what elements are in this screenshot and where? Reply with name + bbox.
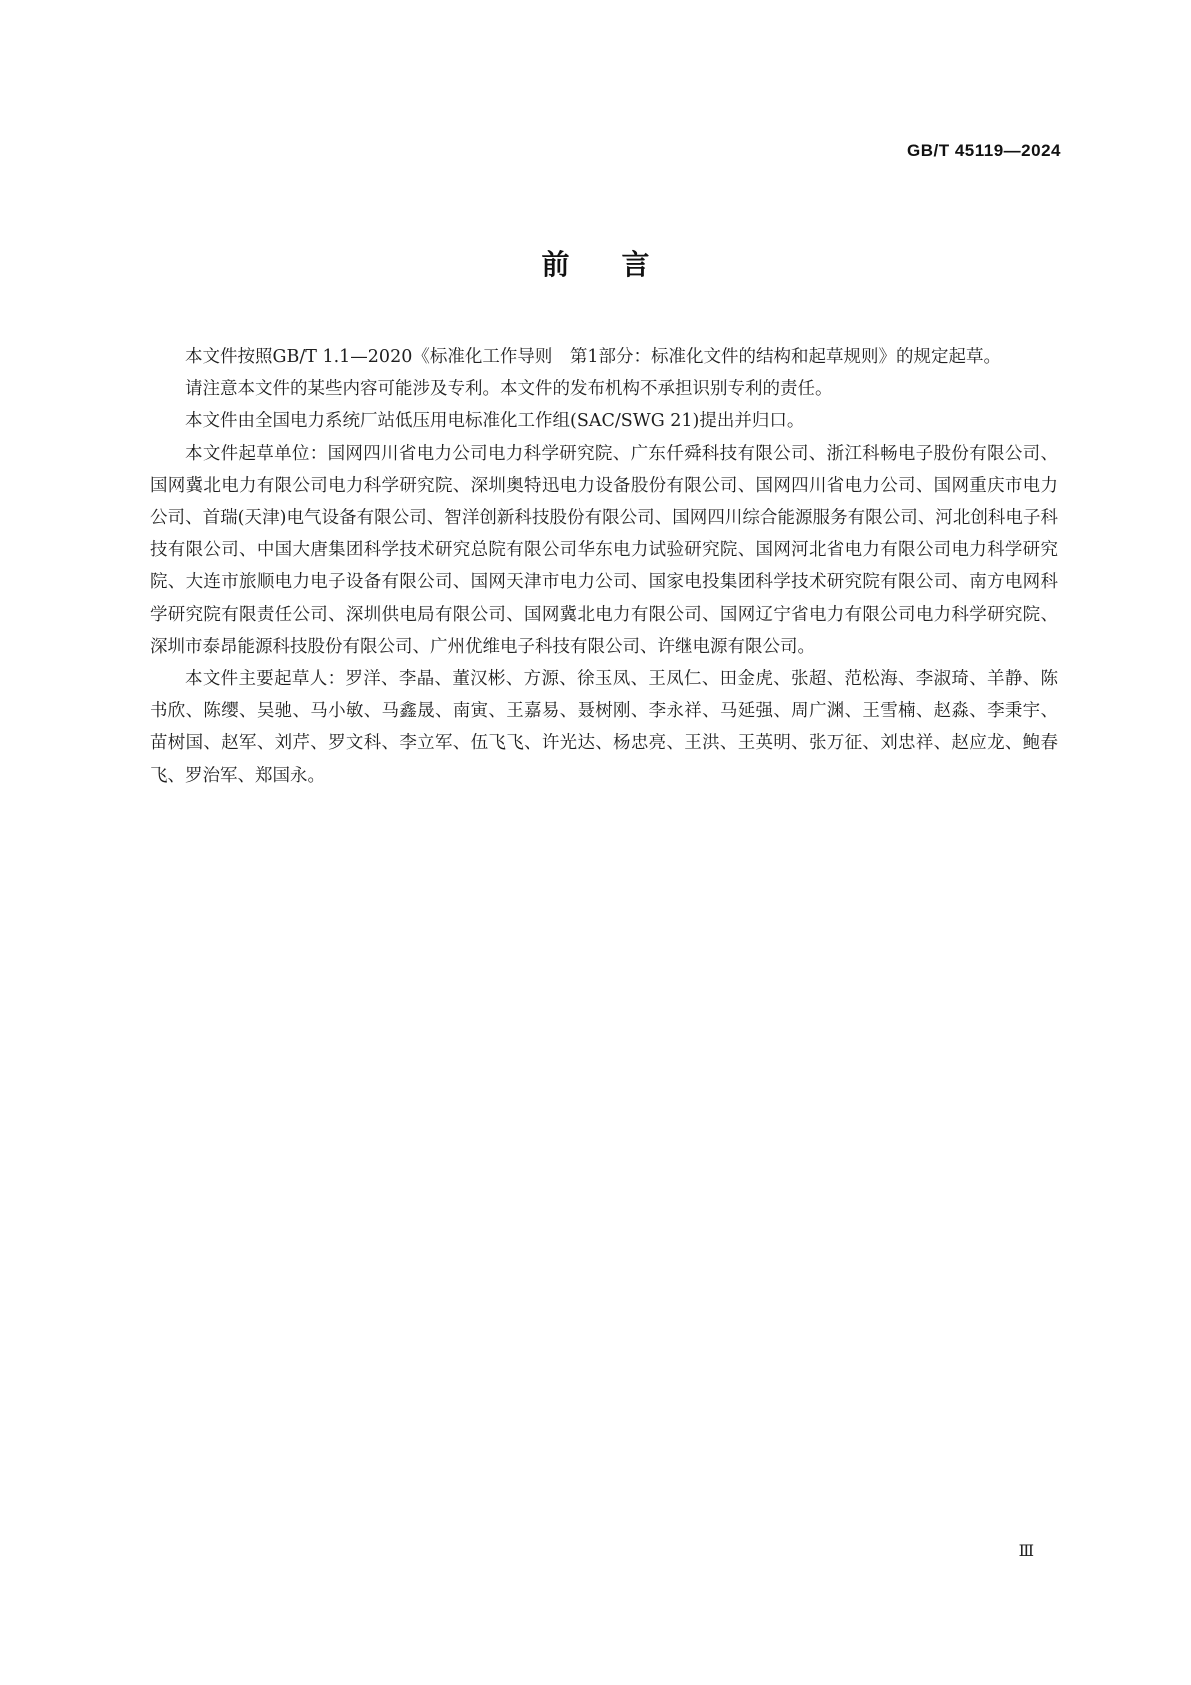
standard-code: GB/T 45119—2024 [907,141,1061,160]
paragraph-patent-notice: 请注意本文件的某些内容可能涉及专利。本文件的发布机构不承担识别专利的责任。 [185,379,833,400]
foreword-body [150,341,1058,792]
paragraph-proposer: 本文件由全国电力系统厂站低压用电标准化工作组(SAC/SWG 21)提出并归口。 [185,411,805,432]
paragraph-drafters: 本文件主要起草人：罗洋、李晶、董汉彬、方源、徐玉凤、王凤仁、田金虎、张超、范松海、李淑琦、羊静、陈书欣、陈缨、吴驰、马小敏、马鑫晟、南寅、王嘉易、聂树刚、李永祥、马延强、周广渊、王雪楠、赵淼、李秉宇、苗树国、赵军、刘芹、罗文科、李立军、伍飞飞、许光达、杨忠亮、王洪、王英明、张万征、刘忠祥、赵应龙、鲍春飞、罗治军、郑国永。 [150,669,1058,786]
paragraph-drafting-rules: 本文件按照GB/T 1.1—2020《标准化工作导则 第1部分：标准化文件的结构和起草规则》的规定起草。 [185,347,1001,367]
paragraph-drafting-units: 本文件起草单位：国网四川省电力公司电力科学研究院、广东仟舜科技有限公司、浙江科畅电子股份有限公司、国网冀北电力有限公司电力科学研究院、深圳奥特迅电力设备股份有限公司、国网四川省电力公司、国网重庆市电力公司、首瑞(天津)电气设备有限公司、智洋创新科技股份有限公司、国网四川综合能源服务有限公司、河北创科电子科技有限公司、中国大唐集团科学技术研究总院有限公司华东电力试验研究院、国网河北省电力有限公司电力科学研究院、大连市旅顺电力电子设备有限公司、国网天津市电力公司、国家电投集团科学技术研究院有限公司、南方电网科学研究院有限责任公司、深圳供电局有限公司、国网冀北电力有限公司、国网辽宁省电力有限公司电力科学研究院、深圳市泰昂能源科技股份有限公司、广州优维电子科技有限公司、许继电源有限公司。 [150,443,1058,657]
page-title: 前言 [541,248,702,281]
page-number: Ⅲ [1018,1541,1034,1560]
